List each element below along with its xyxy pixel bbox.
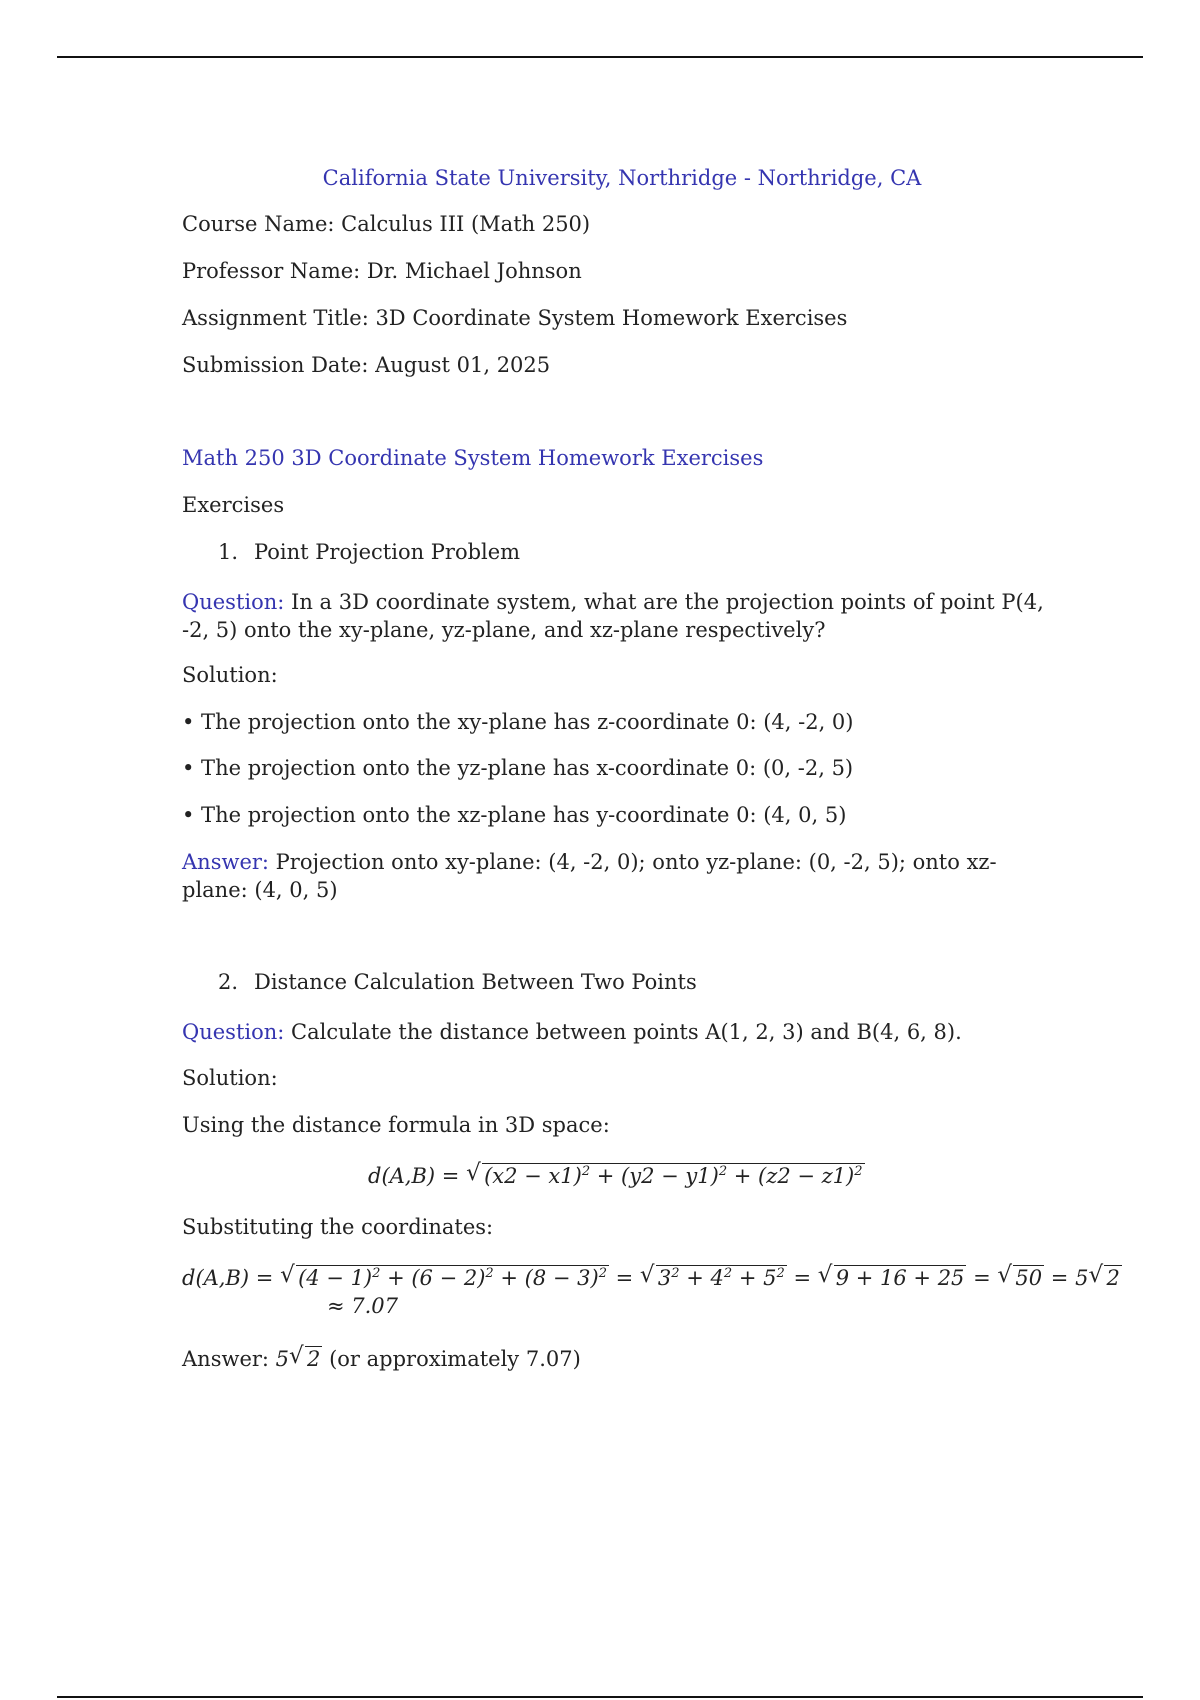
question-label: Question: [182, 590, 285, 614]
problem-1-solution-label: Solution: [182, 663, 278, 687]
answer-label: Answer: [182, 850, 269, 874]
bottom-rule [57, 1696, 1143, 1698]
top-rule [57, 56, 1143, 58]
substitution-formula: d(A,B) = √ $(4 - 1)^2 + (6 - 2)^2 + (8 - 3)^2$ = √ $3^2 + 4^2 + 5^2$ = √ 9 + 16 + 25 = √ 50 = 5 √ 2 [182, 1262, 1120, 1290]
problem-2-solution-label: Solution: [182, 1066, 278, 1090]
professor-name: Professor Name: Dr. Michael Johnson [182, 259, 582, 283]
radical-icon: √ [1088, 1262, 1104, 1288]
bullet-xy: • The projection onto the xy-plane has z-coordinate 0: (4, -2, 0) [182, 710, 854, 734]
problem-2-title: Distance Calculation Between Two Points [254, 970, 697, 994]
substituting-label: Substituting the coordinates: [182, 1215, 494, 1239]
problem-2-number: 2. [218, 970, 239, 994]
submission-date: Submission Date: August 01, 2025 [182, 353, 551, 377]
radical-icon: √ [817, 1262, 833, 1288]
formula-lhs: d(A,B) = [368, 1164, 467, 1188]
radical-icon: √ [466, 1160, 481, 1186]
exercises-label: Exercises [182, 493, 285, 517]
question-text: In a 3D coordinate system, what are the projection points of point P(4, -2, 5) onto the xy-plane, yz-plane, and xz-plane respectively? [182, 590, 1044, 642]
radical-icon: √ [639, 1262, 655, 1288]
problem-1-question [182, 588, 1062, 644]
answer-text: Projection onto xy-plane: (4, -2, 0); onto yz-plane: (0, -2, 5); onto xz-plane: (4, 0, 5) [182, 850, 997, 902]
assignment-title: Assignment Title: 3D Coordinate System Homework Exercises [182, 306, 848, 330]
radical-icon: √ [997, 1262, 1013, 1288]
formula-sqrt: √ $(x2 - x1)^2 + (y2 - y1)^2 + (z2 - z1)^2$ [466, 1160, 863, 1188]
problem-2-answer: Answer: 5 √ 2 (or approximately 7.07) [182, 1343, 581, 1371]
question-label-2: Question: [182, 1020, 285, 1044]
problem-1-answer [182, 848, 1062, 904]
bullet-yz: • The projection onto the yz-plane has x-coordinate 0: (0, -2, 5) [182, 756, 854, 780]
problem-2-question [182, 1018, 962, 1046]
approx-value: ≈ 7.07 [327, 1294, 399, 1318]
distance-formula [368, 1162, 865, 1190]
radical-icon: √ [280, 1262, 295, 1288]
question-text-2: Calculate the distance between points A(1, 2, 3) and B(4, 6, 8). [284, 1020, 962, 1044]
formula-intro: Using the distance formula in 3D space: [182, 1113, 610, 1137]
university-title: California State University, Northridge - Northridge, CA [322, 166, 922, 190]
problem-1-title: Point Projection Problem [254, 540, 521, 564]
radical-icon: √ [289, 1343, 304, 1369]
course-name: Course Name: Calculus III (Math 250) [182, 212, 591, 236]
problem-1-number: 1. [218, 540, 239, 564]
section-title: Math 250 3D Coordinate System Homework Exercises [182, 446, 764, 470]
bullet-xz: • The projection onto the xz-plane has y-coordinate 0: (4, 0, 5) [182, 803, 847, 827]
